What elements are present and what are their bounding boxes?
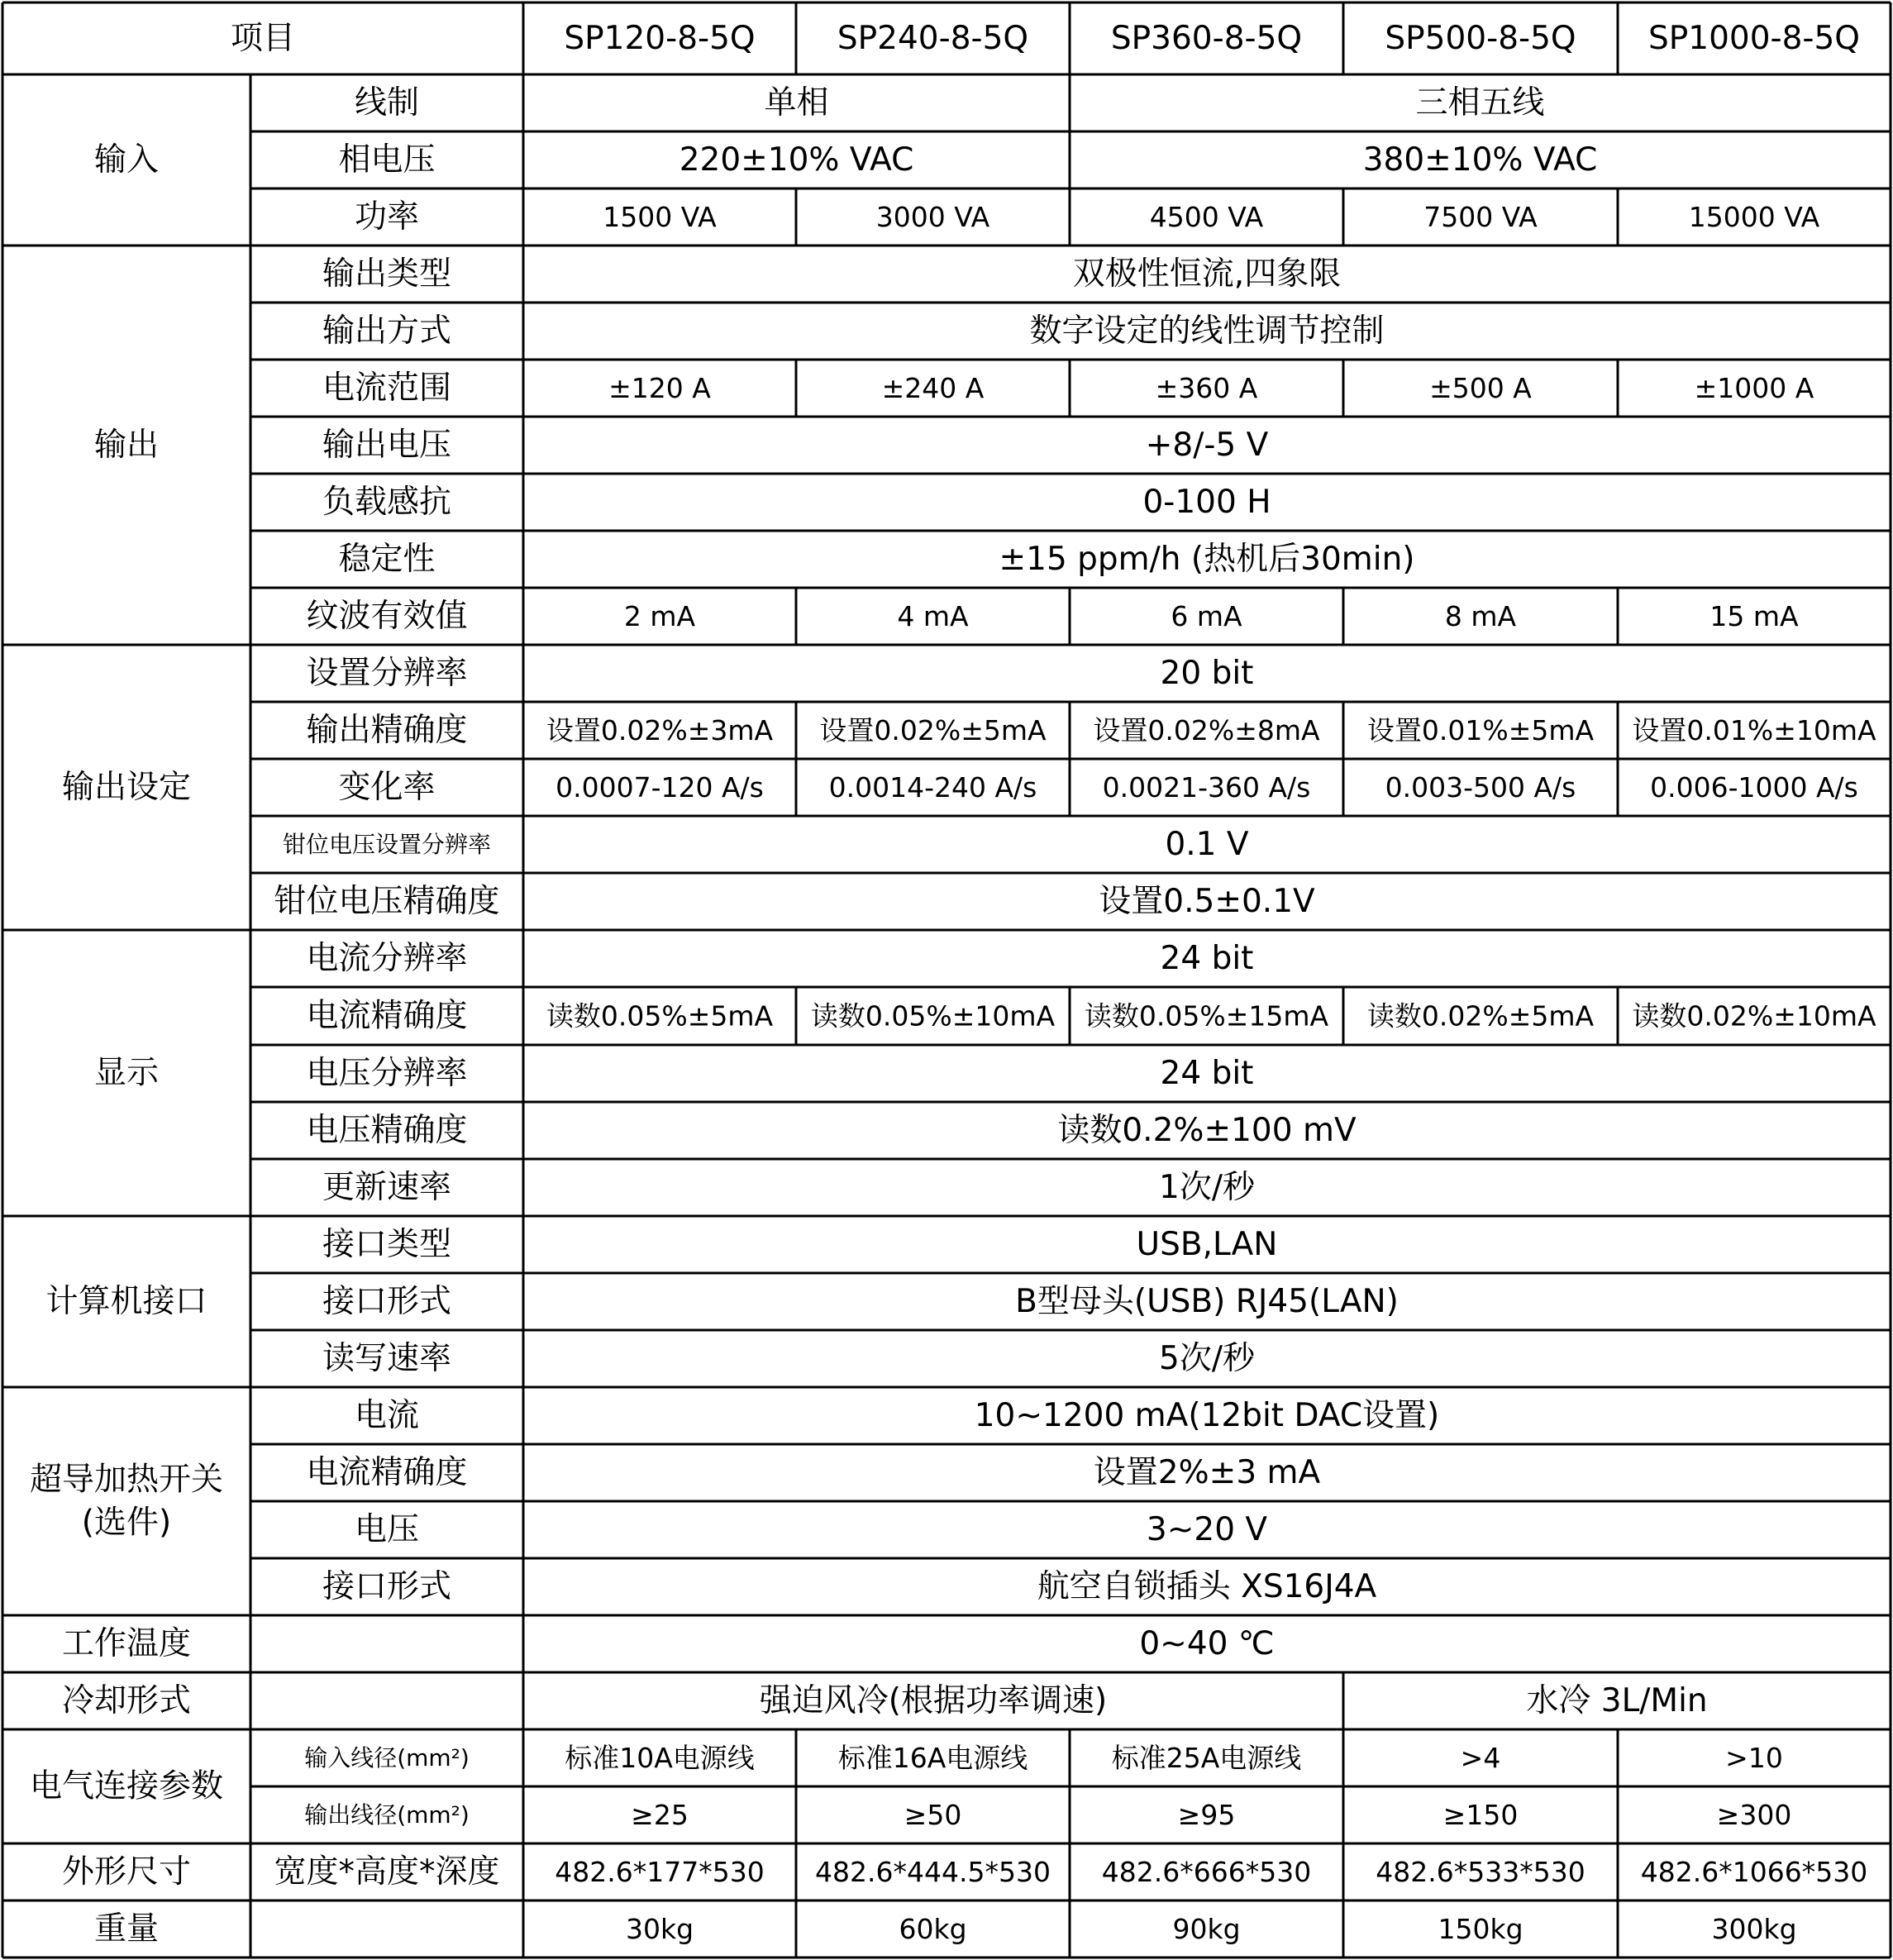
value-cell: 0.0021-360 A/s: [1102, 771, 1311, 804]
value-cell: 读数0.05%±5mA: [546, 999, 774, 1032]
value-cell: 三相五线: [1415, 84, 1545, 122]
param-label: 钳位电压设置分辨率: [282, 831, 492, 858]
value-cell: 482.6*666*530: [1101, 1856, 1312, 1888]
value-cell: 482.6*533*530: [1376, 1856, 1585, 1888]
value-cell: 航空自锁插头 XS16J4A: [1037, 1568, 1377, 1605]
value-cell: 15 mA: [1709, 600, 1799, 632]
value-cell: ±1000 A: [1694, 372, 1814, 404]
value-cell: 水冷 3L/Min: [1526, 1682, 1708, 1719]
value-cell: 10~1200 mA(12bit DAC设置): [974, 1397, 1440, 1434]
value-cell: USB,LAN: [1136, 1226, 1278, 1263]
value-cell: 150kg: [1438, 1913, 1523, 1945]
value-cell: +8/-5 V: [1145, 427, 1269, 464]
value-cell: 20 bit: [1160, 655, 1254, 692]
value-cell: ≥150: [1442, 1799, 1519, 1831]
value-cell: 1次/秒: [1159, 1169, 1255, 1206]
value-cell: 5次/秒: [1159, 1340, 1255, 1377]
model-header: SP500-8-5Q: [1385, 20, 1576, 57]
value-cell: 设置0.01%±10mA: [1632, 714, 1876, 746]
value-cell: 15000 VA: [1688, 201, 1820, 233]
value-cell: ≥95: [1177, 1799, 1236, 1831]
value-cell: B型母头(USB) RJ45(LAN): [1015, 1283, 1399, 1320]
value-cell: ±15 ppm/h (热机后30min): [999, 541, 1415, 578]
value-cell: ≥50: [904, 1799, 962, 1831]
value-cell: 0~40 ℃: [1139, 1625, 1275, 1662]
group-label: 计算机接口: [45, 1283, 207, 1320]
value-cell: 4500 VA: [1149, 201, 1264, 233]
value-cell: 7500 VA: [1423, 201, 1538, 233]
value-cell: 读数0.2%±100 mV: [1057, 1112, 1357, 1149]
value-cell: ±360 A: [1155, 372, 1258, 404]
value-cell: 设置0.02%±3mA: [546, 714, 774, 746]
value-cell: 3000 VA: [875, 201, 990, 233]
group-label: 输入: [93, 141, 160, 179]
param-label: 电流精确度: [306, 997, 468, 1035]
value-cell: 设置2%±3 mA: [1093, 1454, 1321, 1491]
group-label: 输出: [93, 427, 160, 464]
param-label: 电流精确度: [306, 1454, 468, 1491]
param-label: 电压精确度: [306, 1112, 468, 1149]
param-label: 输出精确度: [306, 712, 468, 749]
value-cell: 读数0.02%±5mA: [1366, 999, 1595, 1032]
model-header: SP1000-8-5Q: [1648, 20, 1860, 57]
value-cell: 设置0.01%±5mA: [1366, 714, 1595, 746]
param-label: 接口形式: [322, 1568, 452, 1605]
value-cell: 双极性恒流,四象限: [1072, 255, 1342, 293]
group-label: 外形尺寸: [61, 1853, 192, 1891]
group-label: 显示: [93, 1054, 160, 1092]
value-cell: 300kg: [1711, 1913, 1797, 1945]
value-cell: 0.1 V: [1165, 826, 1249, 863]
value-cell: 设置0.02%±5mA: [819, 714, 1047, 746]
value-cell: 90kg: [1172, 1913, 1241, 1945]
value-cell: 单相: [764, 84, 829, 122]
param-label: 电流范围: [322, 370, 452, 407]
value-cell: 读数0.02%±10mA: [1632, 999, 1876, 1032]
value-cell: 标准16A电源线: [837, 1742, 1028, 1774]
value-cell: 482.6*444.5*530: [815, 1856, 1051, 1888]
model-header: SP360-8-5Q: [1110, 20, 1303, 57]
model-header: SP120-8-5Q: [564, 20, 756, 57]
param-label: 宽度*高度*深度: [274, 1853, 500, 1891]
param-label: 读写速率: [322, 1340, 452, 1377]
param-label: 输出电压: [322, 427, 452, 464]
value-cell: ±240 A: [881, 372, 985, 404]
value-cell: >4: [1460, 1742, 1501, 1774]
value-cell: 8 mA: [1444, 600, 1517, 632]
value-cell: 强迫风冷(根据功率调速): [759, 1682, 1108, 1719]
param-label: 相电压: [338, 141, 436, 179]
model-header: SP240-8-5Q: [837, 20, 1029, 57]
param-label: 纹波有效值: [306, 598, 468, 635]
value-cell: 0.003-500 A/s: [1385, 771, 1576, 804]
group-label: 输出设定: [61, 769, 192, 806]
value-cell: ±500 A: [1429, 372, 1532, 404]
value-cell: 24 bit: [1160, 1055, 1254, 1092]
value-cell: ≥25: [631, 1799, 689, 1831]
value-cell: >10: [1725, 1742, 1783, 1774]
param-label: 钳位电压精确度: [274, 883, 500, 920]
param-label: 接口形式: [322, 1283, 452, 1320]
value-cell: 数字设定的线性调节控制: [1029, 312, 1385, 350]
value-cell: ≥300: [1716, 1799, 1792, 1831]
value-cell: 380±10% VAC: [1362, 141, 1598, 179]
param-label: 变化率: [338, 769, 436, 806]
value-cell: 30kg: [625, 1913, 694, 1945]
value-cell: 3~20 V: [1146, 1511, 1268, 1548]
value-cell: 6 mA: [1171, 600, 1242, 632]
value-cell: 2 mA: [623, 600, 696, 632]
value-cell: 0.0014-240 A/s: [828, 771, 1037, 804]
group-label: 冷却形式: [61, 1682, 192, 1719]
group-label: 超导加热开关: [29, 1461, 224, 1499]
value-cell: 1500 VA: [603, 201, 717, 233]
param-label: 功率: [354, 198, 420, 236]
value-cell: 0.0007-120 A/s: [556, 771, 764, 804]
value-cell: 60kg: [899, 1913, 967, 1945]
group-label: 电气连接参数: [29, 1767, 224, 1805]
value-cell: 读数0.05%±10mA: [810, 999, 1056, 1032]
group-label: 重量: [93, 1910, 160, 1948]
param-label: 电流分辨率: [306, 940, 468, 977]
value-cell: 482.6*1066*530: [1640, 1856, 1868, 1888]
param-label: 电流: [354, 1397, 420, 1434]
param-label: 输出类型: [322, 255, 452, 293]
param-label: 更新速率: [322, 1169, 452, 1206]
value-cell: 设置0.5±0.1V: [1099, 883, 1315, 920]
value-cell: 设置0.02%±8mA: [1093, 714, 1320, 746]
value-cell: 4 mA: [897, 600, 969, 632]
group-label: 工作温度: [61, 1625, 192, 1662]
param-label: 稳定性: [338, 541, 436, 578]
group-label-note: (选件): [81, 1504, 172, 1542]
value-cell: 24 bit: [1160, 940, 1254, 977]
value-cell: 482.6*177*530: [555, 1856, 765, 1888]
value-cell: 220±10% VAC: [679, 141, 914, 179]
value-cell: 读数0.05%±15mA: [1084, 999, 1329, 1032]
param-label: 接口类型: [322, 1226, 452, 1263]
param-label: 输入线径(mm²): [304, 1744, 470, 1772]
param-label: 负载感抗: [322, 484, 452, 521]
value-cell: 标准10A电源线: [565, 1742, 755, 1774]
value-cell: 标准25A电源线: [1111, 1742, 1302, 1774]
param-label: 输出方式: [322, 312, 452, 350]
value-cell: 0.006-1000 A/s: [1650, 771, 1858, 804]
param-label: 电压分辨率: [306, 1055, 468, 1092]
param-label: 输出线径(mm²): [304, 1801, 470, 1829]
param-label: 线制: [354, 84, 420, 122]
value-cell: 0-100 H: [1142, 484, 1271, 521]
param-label: 设置分辨率: [306, 655, 468, 692]
header-item-label: 项目: [230, 20, 296, 57]
param-label: 电压: [354, 1511, 420, 1548]
value-cell: ±120 A: [608, 372, 711, 404]
